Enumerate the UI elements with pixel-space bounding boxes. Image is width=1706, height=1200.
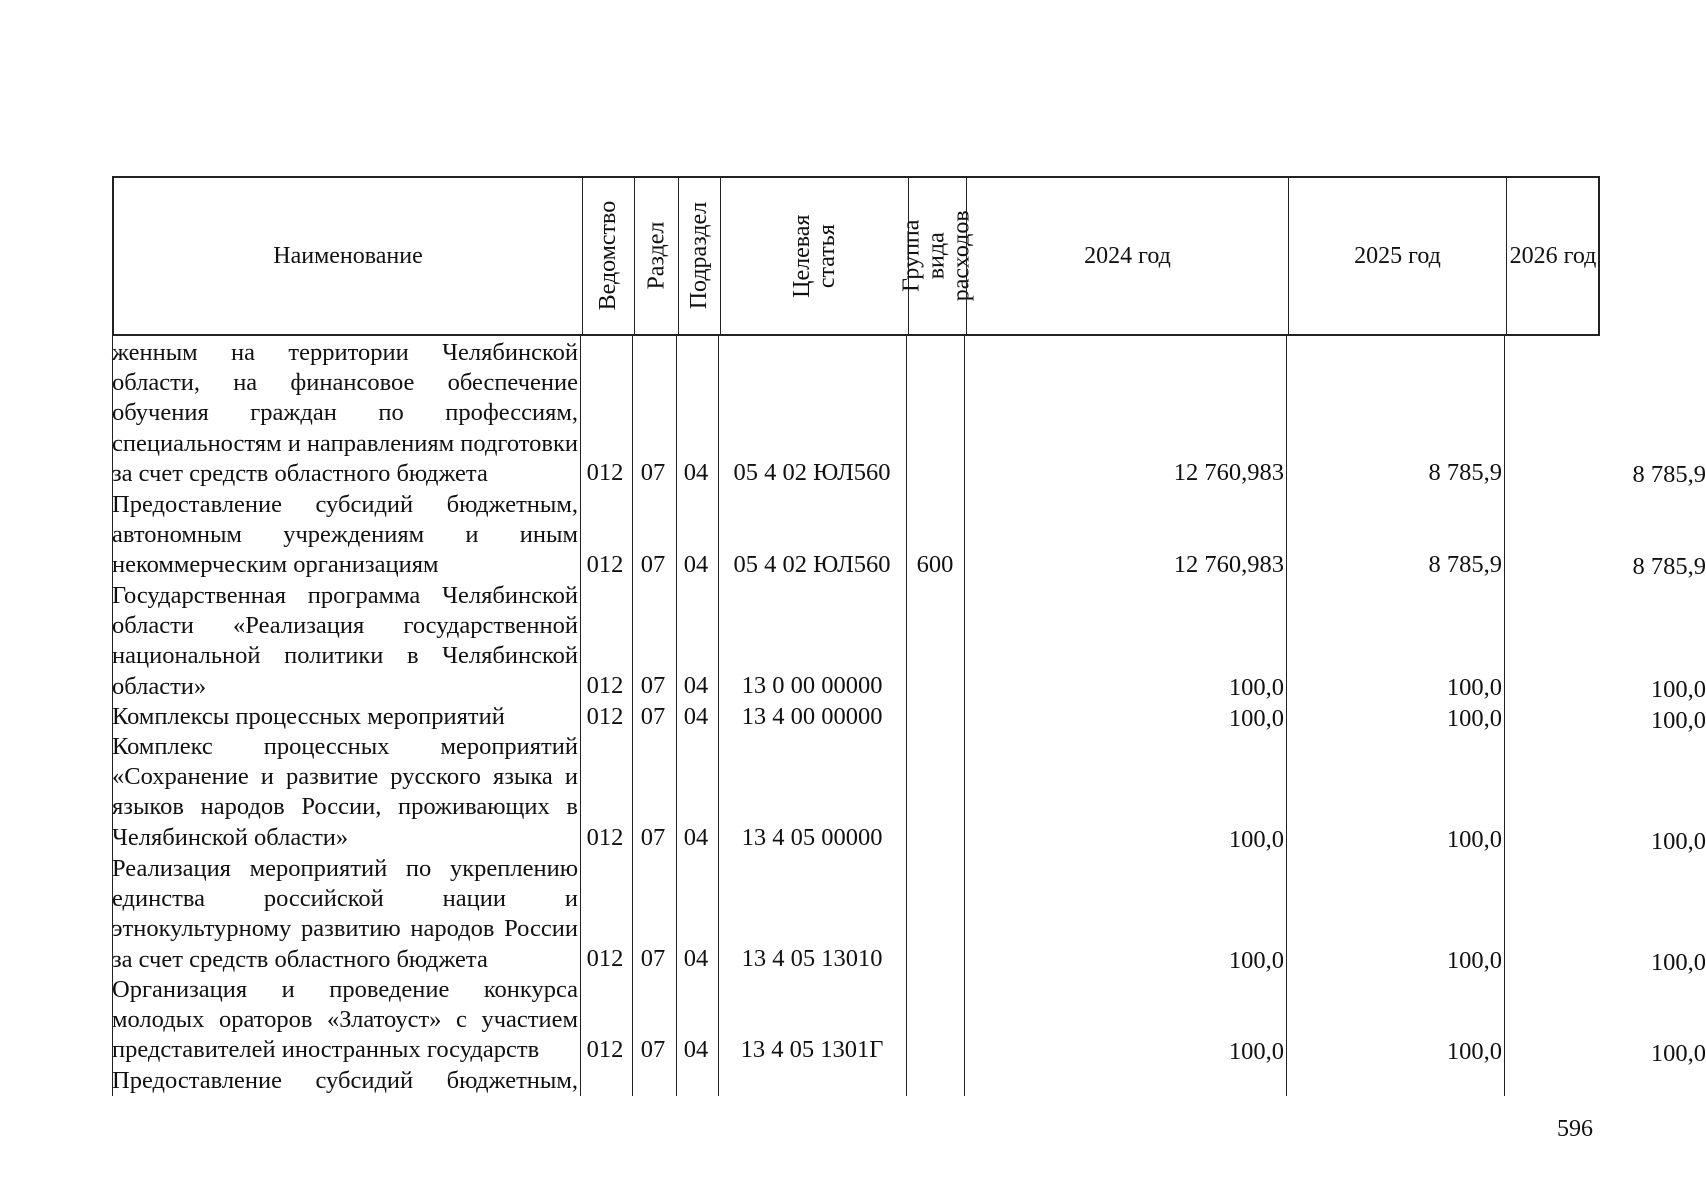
row-tselevaya: 05 4 02 ЮЛ560 bbox=[733, 459, 891, 486]
header-name-label: Наименование bbox=[273, 242, 423, 269]
header-name bbox=[114, 178, 582, 334]
row-2024: 12 760,983 bbox=[1173, 551, 1284, 578]
table-row bbox=[112, 581, 1706, 703]
row-2025: 100,0 bbox=[1446, 826, 1502, 853]
header-podrazdel bbox=[678, 178, 720, 334]
row-2025: 100,0 bbox=[1446, 1038, 1502, 1065]
row-name: женным на территории Челябинской области, на финансовое обеспечение обучения граждан по профессиям, специальностям и направлениям подготовки за счет средств областного бюджета bbox=[112, 339, 579, 487]
row-2026: 100,0 bbox=[1650, 707, 1706, 734]
row-2026: 100,0 bbox=[1650, 676, 1706, 703]
row-razdel: 07 bbox=[640, 1036, 666, 1063]
row-tselevaya: 13 4 05 13010 bbox=[741, 945, 883, 972]
row-vedomstvo: 012 bbox=[586, 703, 624, 730]
row-tselevaya: 13 0 00 00000 bbox=[741, 672, 883, 699]
table-row bbox=[112, 975, 1706, 1067]
row-podrazdel: 04 bbox=[683, 945, 709, 972]
row-name: Организация и проведение конкурса молодых ораторов «Златоуст» с участием представителей иностранных государств bbox=[112, 976, 578, 1064]
header-vedomstvo-label: Ведомство bbox=[594, 201, 621, 311]
row-podrazdel: 04 bbox=[683, 703, 709, 730]
row-podrazdel: 04 bbox=[683, 551, 709, 578]
row-2025: 100,0 bbox=[1446, 674, 1502, 701]
table-row bbox=[112, 732, 1706, 855]
header-razdel-label: Раздел bbox=[642, 222, 669, 290]
table-row bbox=[112, 854, 1706, 976]
row-podrazdel: 04 bbox=[683, 824, 709, 851]
row-2026: 8 785,9 bbox=[1632, 461, 1706, 488]
row-razdel: 07 bbox=[640, 551, 666, 578]
header-vedomstvo bbox=[582, 178, 634, 334]
header-2026-cell bbox=[1506, 178, 1600, 334]
header-podrazdel-label: Подраздел bbox=[685, 202, 712, 310]
row-2026: 100,0 bbox=[1650, 828, 1706, 855]
table-row bbox=[112, 1066, 1600, 1096]
page-number: 596 bbox=[1557, 1116, 1593, 1142]
row-name: Реализация мероприятий по укреплению единства российской нации и этнокультурному развитию народов России за счет средств областного бюджета bbox=[112, 855, 578, 973]
row-name: Предоставление субсидий бюджетным, bbox=[112, 1067, 578, 1094]
row-name: Комплексы процессных мероприятий bbox=[112, 703, 505, 730]
header-tselevaya-label: Целевая статья bbox=[788, 214, 840, 298]
row-2025: 8 785,9 bbox=[1428, 459, 1502, 486]
row-2024: 12 760,983 bbox=[1173, 459, 1284, 486]
row-vedomstvo: 012 bbox=[586, 672, 624, 699]
row-2024: 100,0 bbox=[1228, 705, 1284, 732]
table-header bbox=[112, 176, 1600, 336]
row-2026: 8 785,9 bbox=[1632, 553, 1706, 580]
header-razdel bbox=[634, 178, 678, 334]
row-2026: 100,0 bbox=[1650, 949, 1706, 976]
row-razdel: 07 bbox=[640, 703, 666, 730]
row-podrazdel: 04 bbox=[683, 459, 709, 486]
row-tselevaya: 05 4 02 ЮЛ560 bbox=[733, 551, 891, 578]
row-vedomstvo: 012 bbox=[586, 1036, 624, 1063]
row-2026: 100,0 bbox=[1650, 1040, 1706, 1067]
header-2024 bbox=[966, 178, 1288, 334]
row-vedomstvo: 012 bbox=[586, 551, 624, 578]
row-razdel: 07 bbox=[640, 824, 666, 851]
header-tselevaya bbox=[720, 178, 908, 334]
row-2024: 100,0 bbox=[1228, 826, 1284, 853]
table-row bbox=[112, 702, 1706, 734]
row-2025: 8 785,9 bbox=[1428, 551, 1502, 578]
row-podrazdel: 04 bbox=[683, 1036, 709, 1063]
header-2024-label: 2024 год bbox=[1084, 242, 1171, 269]
row-razdel: 07 bbox=[640, 945, 666, 972]
row-2024: 100,0 bbox=[1228, 674, 1284, 701]
table-row bbox=[112, 338, 1706, 490]
header-gruppa bbox=[898, 178, 976, 334]
row-vedomstvo: 012 bbox=[586, 459, 624, 486]
row-vedomstvo: 012 bbox=[586, 945, 624, 972]
row-tselevaya: 13 4 05 1301Г bbox=[740, 1036, 884, 1063]
row-2025: 100,0 bbox=[1446, 947, 1502, 974]
row-tselevaya: 13 4 05 00000 bbox=[741, 824, 883, 851]
header-2025-label: 2025 год bbox=[1354, 242, 1441, 269]
row-razdel: 07 bbox=[640, 672, 666, 699]
row-vedomstvo: 012 bbox=[586, 824, 624, 851]
row-tselevaya: 13 4 00 00000 bbox=[741, 703, 883, 730]
table-row bbox=[112, 490, 1706, 581]
row-name: Предоставление субсидий бюджетным, автономным учреждениям и иным некоммерческим организациям bbox=[112, 491, 578, 579]
header-2025 bbox=[1288, 178, 1506, 334]
header-gruppa-label: Группа вида расходов bbox=[898, 210, 976, 302]
row-gruppa: 600 bbox=[916, 551, 954, 578]
row-podrazdel: 04 bbox=[683, 672, 709, 699]
row-2024: 100,0 bbox=[1228, 1038, 1284, 1065]
row-name: Государственная программа Челябинской области «Реализация государственной национальной политики в Челябинской области» bbox=[112, 582, 578, 700]
row-2024: 100,0 bbox=[1228, 947, 1284, 974]
row-name: Комплекс процессных мероприятий «Сохранение и развитие русского языка и языков народов России, проживающих в Челябинской области» bbox=[112, 733, 578, 851]
row-razdel: 07 bbox=[640, 459, 666, 486]
row-2025: 100,0 bbox=[1446, 705, 1502, 732]
header-2026-label: 2026 год bbox=[1509, 242, 1597, 269]
